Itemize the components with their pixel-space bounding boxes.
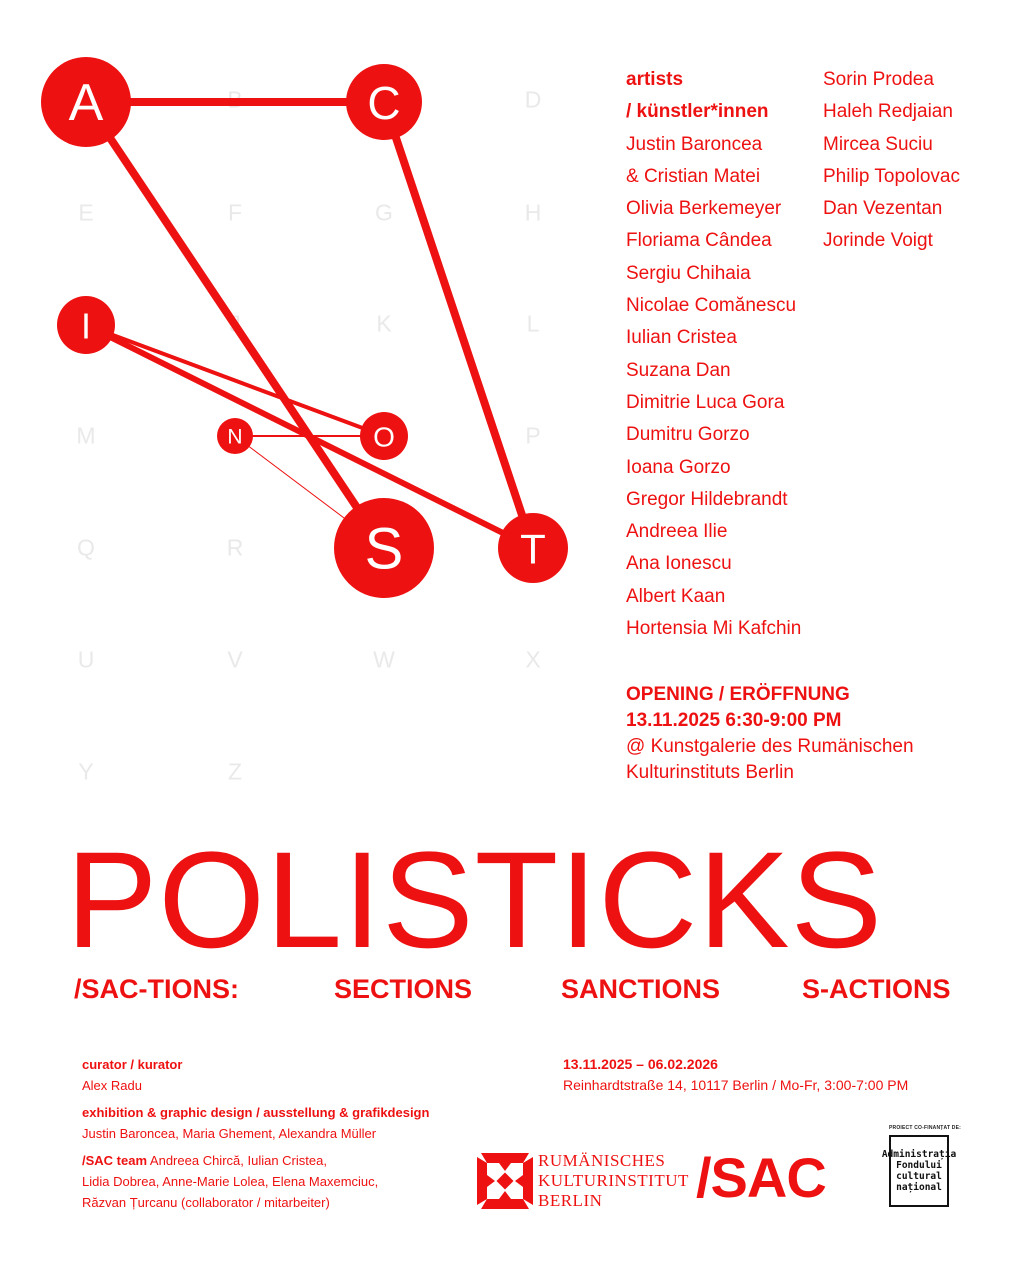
afcn-line: Administrația — [881, 1149, 957, 1160]
team-names: Lidia Dobrea, Anne-Marie Lolea, Elena Maxemciuc, — [82, 1174, 379, 1189]
grid-letter: Q — [77, 534, 95, 561]
opening-label: OPENING / ERÖFFNUNG — [626, 684, 850, 705]
subtitle-part: SANCTIONS — [561, 974, 721, 1004]
grid-letter: E — [78, 199, 94, 226]
artist-name: Hortensia Mi Kafchin — [626, 618, 802, 640]
node-n — [217, 418, 253, 454]
node-i — [57, 296, 115, 354]
team-label: /SAC team — [82, 1153, 148, 1168]
node-a — [41, 57, 131, 147]
rkb-logo-icon — [477, 1153, 533, 1209]
artist-name: Suzana Dan — [626, 359, 731, 381]
artist-name: Jorinde Voigt — [823, 230, 933, 252]
artist-name: Nicolae Comănescu — [626, 295, 797, 317]
artist-name: Justin Baroncea — [626, 133, 763, 155]
artist-name: Sergiu Chihaia — [626, 262, 751, 284]
grid-letter: P — [525, 422, 541, 449]
curator-name: Alex Radu — [82, 1078, 142, 1093]
artist-name: Dimitrie Luca Gora — [626, 391, 785, 413]
subtitle-part: SECTIONS — [334, 974, 473, 1004]
afcn-line: cultural — [896, 1171, 942, 1182]
node-c — [346, 64, 422, 140]
node-t — [498, 513, 568, 583]
node-letter: S — [364, 516, 404, 582]
node-letter: O — [373, 421, 395, 453]
rkb-line: BERLIN — [538, 1191, 603, 1210]
grid-letter: F — [227, 199, 243, 226]
artists-heading: artists — [626, 69, 684, 90]
artist-name: Iulian Cristea — [626, 327, 737, 349]
grid-letter: G — [375, 199, 393, 226]
subtitle-part: S-ACTIONS — [802, 974, 951, 1004]
opening-info — [626, 682, 914, 786]
afcn-logo — [881, 1135, 957, 1207]
artists-heading-de: / künstler*innen — [626, 101, 769, 123]
grid-letter: Z — [227, 758, 243, 785]
grid-letter: W — [373, 646, 395, 673]
sac-logo: /SAC — [696, 1146, 826, 1209]
edge-a-s — [86, 102, 384, 548]
opening-datetime: 13.11.2025 6:30-9:00 PM — [626, 710, 842, 731]
node-letter: A — [68, 74, 104, 132]
grid-letter: M — [76, 422, 96, 449]
rkb-line: RUMÄNISCHES — [538, 1151, 666, 1170]
date-range: 13.11.2025 – 06.02.2026 — [563, 1056, 718, 1072]
rkb-line: KULTURINSTITUT — [538, 1171, 689, 1190]
grid-letter: J — [229, 310, 241, 337]
curator-label: curator / kurator — [82, 1057, 183, 1072]
subtitle-part: /SAC-TIONS: — [74, 974, 239, 1004]
address: Reinhardtstraße 14, 10117 Berlin / Mo-Fr, 3:00-7:00 PM — [563, 1077, 909, 1093]
grid-letter: U — [77, 646, 95, 673]
artist-name: Ioana Gorzo — [626, 456, 731, 478]
artist-name: Olivia Berkemeyer — [626, 198, 782, 220]
artist-name: Philip Topolovac — [823, 165, 960, 187]
team-names: Andreea Chircă, Iulian Cristea, — [147, 1153, 327, 1168]
grid-letter: Y — [78, 758, 94, 785]
exhibition-dates — [563, 1054, 908, 1096]
design-label: exhibition & graphic design / ausstellung & grafikdesign — [82, 1105, 430, 1120]
grid-letter: D — [524, 86, 542, 113]
node-letter: T — [520, 525, 546, 573]
opening-venue: @ Kunstgalerie des Rumänischen — [626, 736, 914, 757]
grid-letter: L — [526, 310, 540, 337]
grid-letter: V — [227, 646, 243, 673]
grid-letter: B — [227, 86, 243, 113]
node-letter: I — [80, 305, 92, 347]
artists-list — [626, 64, 801, 645]
artist-name: & Cristian Matei — [626, 165, 761, 187]
grid-letter: X — [525, 646, 541, 673]
afcn-line: național — [896, 1182, 942, 1193]
artist-name: Dumitru Gorzo — [626, 424, 750, 446]
exhibition-title: POLISTICKS — [66, 824, 884, 977]
edge-c-t — [384, 102, 533, 548]
grid-letter: K — [376, 310, 392, 337]
artist-name: Haleh Redjaian — [823, 101, 953, 123]
artist-name: Floriama Cândea — [626, 230, 772, 252]
artists-list-col2 — [823, 64, 960, 258]
artist-name: Gregor Hildebrandt — [626, 488, 788, 510]
artist-name: Sorin Prodea — [823, 69, 934, 90]
node-o — [360, 412, 408, 460]
artist-name: Mircea Suciu — [823, 133, 933, 155]
team-names: Răzvan Țurcanu (collaborator / mitarbeiter) — [82, 1195, 330, 1210]
letter-network — [0, 0, 620, 620]
node-letter: C — [367, 77, 401, 129]
node-letter: N — [227, 425, 243, 449]
credits — [82, 1054, 429, 1213]
design-names: Justin Baroncea, Maria Ghement, Alexandra Müller — [82, 1126, 377, 1141]
rkb-logo-text — [538, 1151, 689, 1211]
afcn-line: Fondului — [896, 1160, 942, 1171]
grid-letter: R — [226, 534, 244, 561]
cofinanced-label: PROIECT CO-FINANȚAT DE: — [889, 1125, 962, 1131]
node-s — [334, 498, 434, 598]
opening-venue: Kulturinstituts Berlin — [626, 762, 794, 783]
artist-name: Ana Ionescu — [626, 553, 732, 575]
artist-name: Andreea Ilie — [626, 521, 728, 543]
artist-name: Albert Kaan — [626, 585, 726, 607]
artist-name: Dan Vezentan — [823, 198, 943, 220]
grid-letter: H — [524, 199, 542, 226]
